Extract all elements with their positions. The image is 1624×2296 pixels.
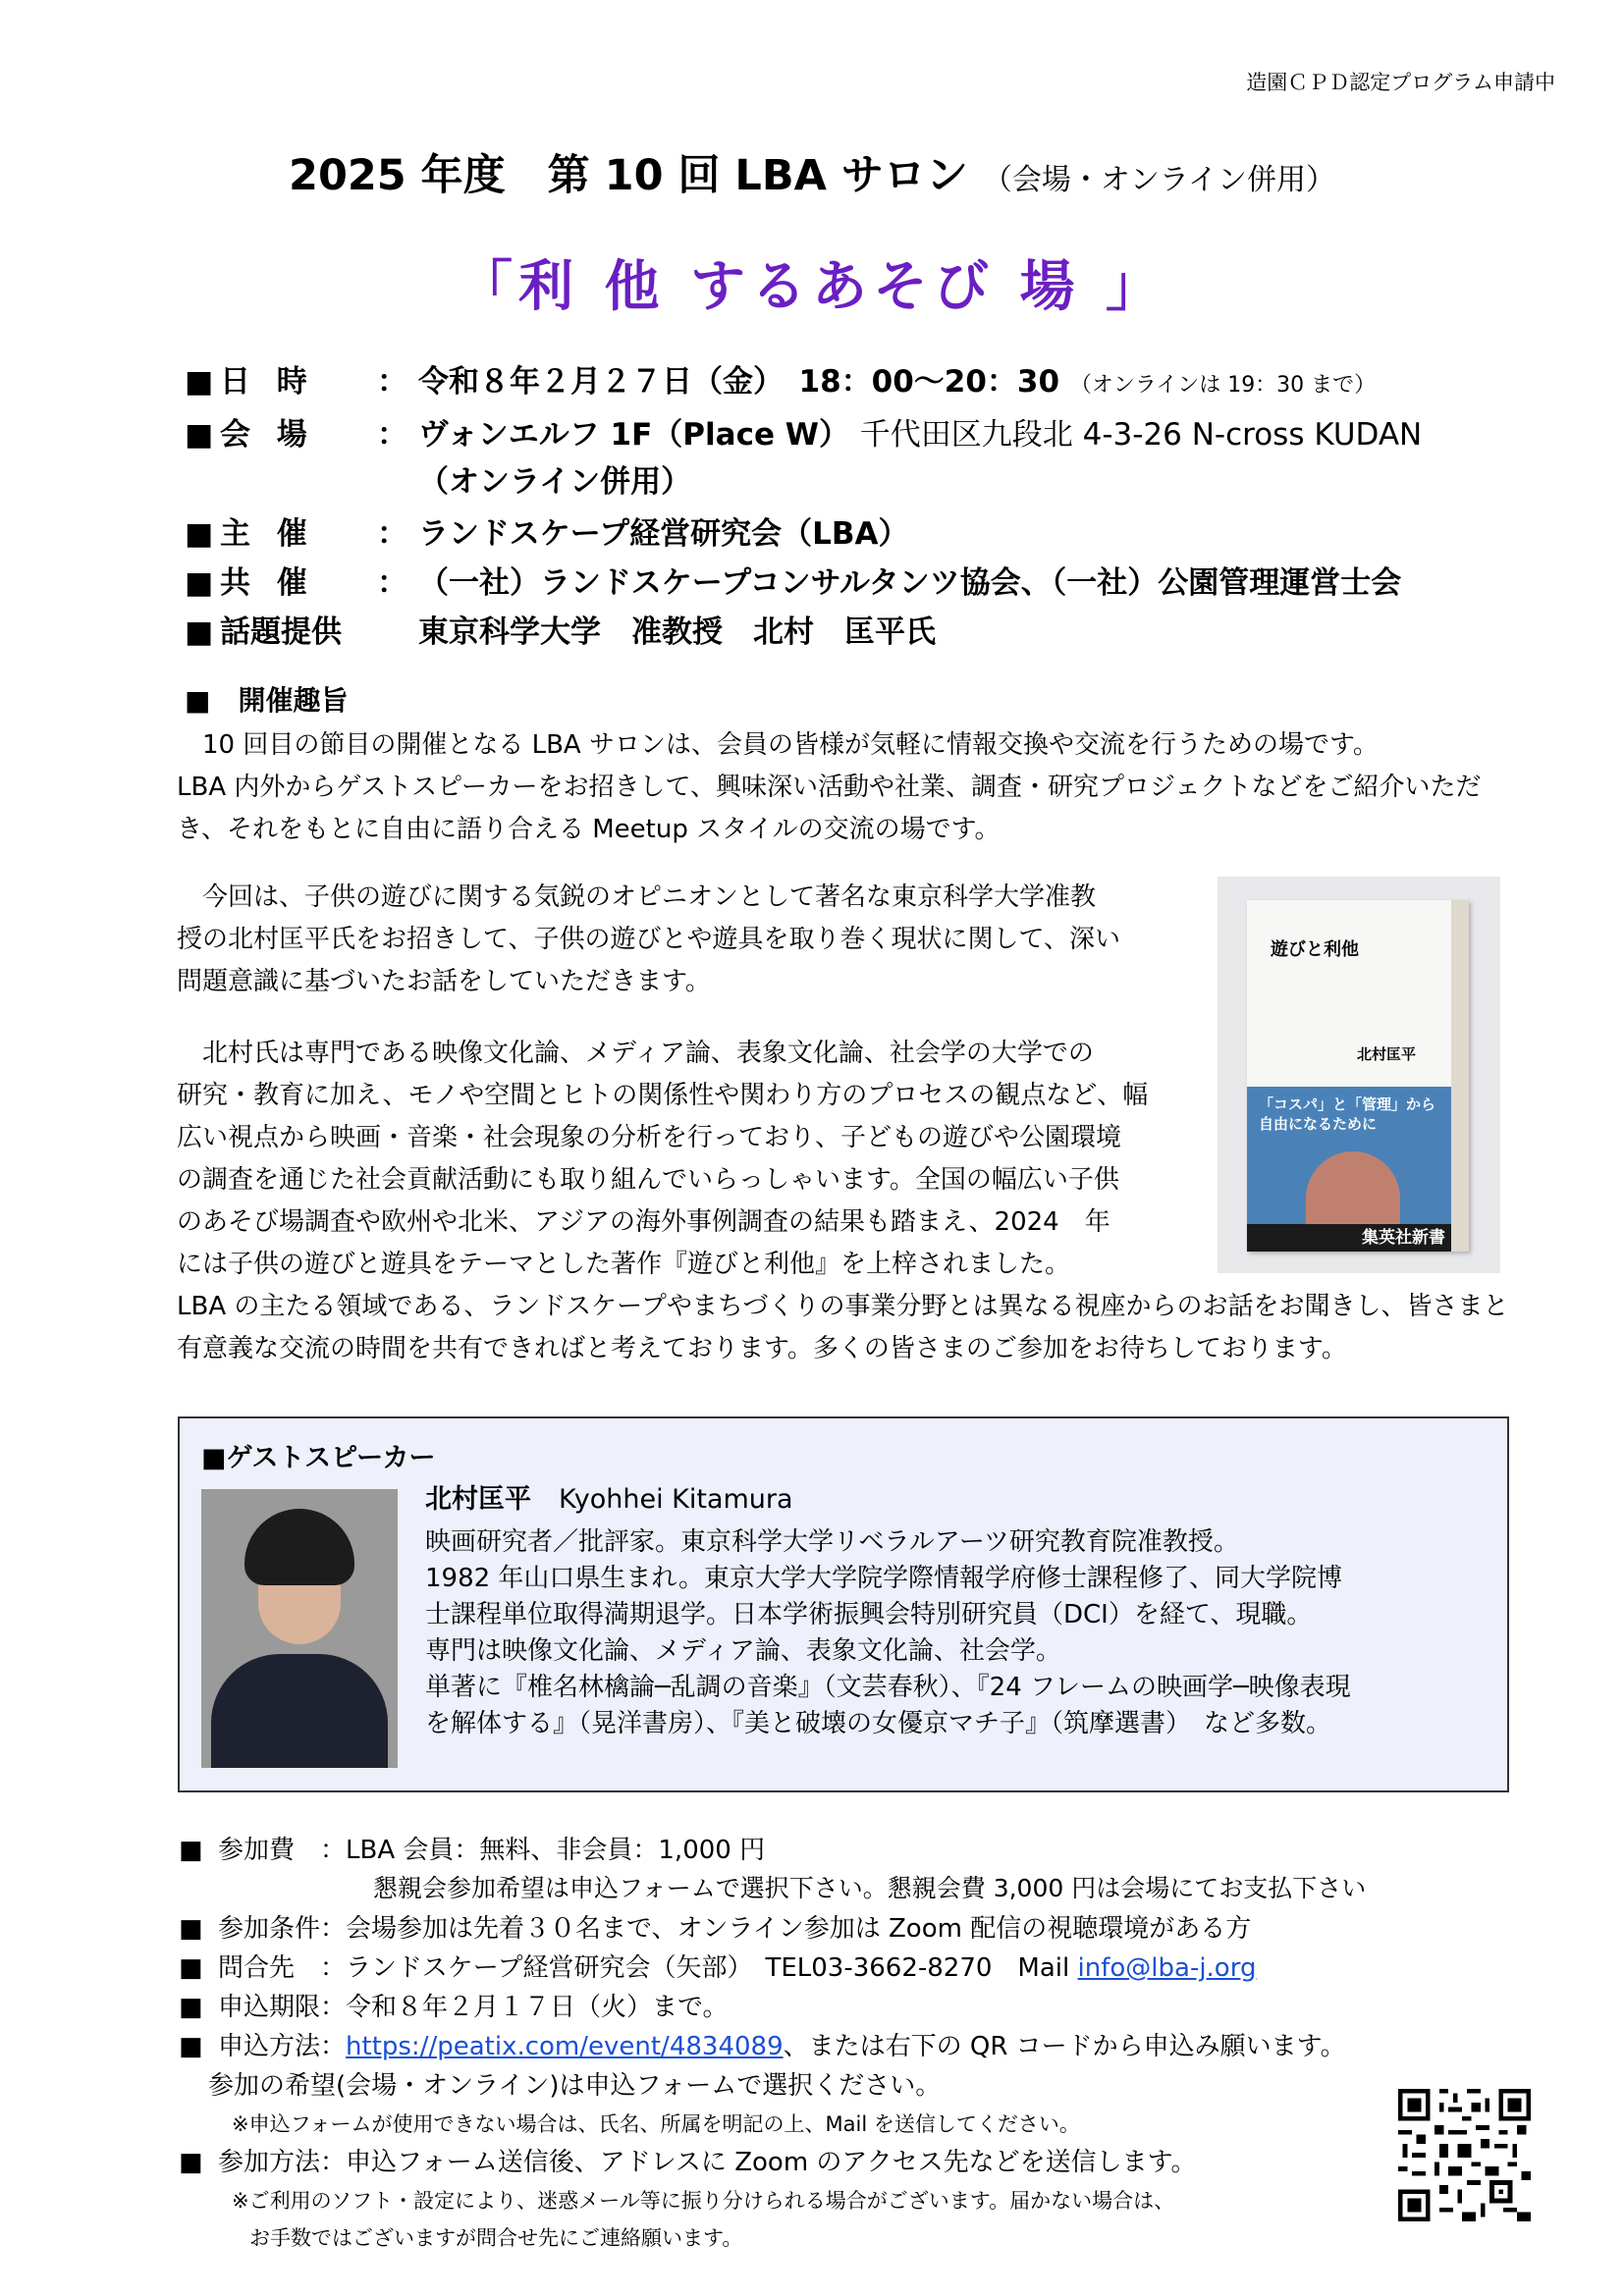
venue-value: ヴォンエルフ 1F（Place W） xyxy=(418,417,849,453)
bullet: ■ xyxy=(185,417,214,453)
book-band-text: 「コスパ」と「管理」から 自由になるために xyxy=(1259,1095,1436,1133)
host-label: 主 催 xyxy=(220,516,315,552)
info-speaker-row xyxy=(185,607,936,651)
bullet: ■ xyxy=(179,1836,203,1865)
speaker-photo xyxy=(201,1489,398,1768)
purpose-paragraph-2 xyxy=(177,877,1120,1003)
text-line: 10 回目の節目の開催となる LBA サロンは、会員の皆様が気軽に情報交換や交流を行うための場です。 xyxy=(177,730,1379,760)
text-line: 有意義な交流の時間を共有できればと考えております。多くの皆さまのご参加をお待ちしております。 xyxy=(177,1334,1347,1363)
bullet: ■ xyxy=(185,614,214,650)
method-small-note-2: お手数ではございますが問合せ先にご連絡願います。 xyxy=(249,2226,743,2250)
bullet: ■ xyxy=(185,364,214,400)
text-line: には子供の遊びと遊具をテーマとした著作『遊びと利他』を上梓されました。 xyxy=(177,1250,1071,1279)
photo-hair xyxy=(244,1509,354,1585)
text-line: 問題意識に基づいたお話をしていただきます。 xyxy=(177,967,711,996)
info-cohost-row xyxy=(185,558,1401,602)
contact-email-link[interactable]: info@lba-j.org xyxy=(1077,1953,1257,1983)
speaker-name xyxy=(425,1477,793,1516)
date-value: 令和８年２月２７日（金） 18：00〜20：30 xyxy=(418,364,1060,400)
bullet: ■ xyxy=(179,2032,203,2061)
fee-value: LBA 会員：無料、非会員：1,000 円 xyxy=(346,1836,766,1865)
text-line: のあそび場調査や欧州や北米、アジアの海外事例調査の結果も踏まえ、2024 年 xyxy=(177,1207,1110,1237)
date-note: （オンラインは 19：30 まで） xyxy=(1069,373,1377,398)
title-sub: （会場・オンライン併用） xyxy=(982,163,1335,197)
cohost-value: （一社）ランドスケープコンサルタンツ協会、（一社）公園管理運営士会 xyxy=(418,565,1402,601)
apply-small-note: ※申込フォームが使用できない場合は、氏名、所属を明記の上、Mail を送信してください。 xyxy=(232,2112,1080,2136)
condition-value: 会場参加は先着３０名まで、オンライン参加は Zoom 配信の視聴環境がある方 xyxy=(346,1914,1252,1944)
fee-label: 参加費 ： xyxy=(218,1836,347,1865)
text-line: 研究・教育に加え、モノや空間とヒトの関係性や関わり方のプロセスの観点など、幅 xyxy=(177,1081,1149,1110)
text-line: 授の北村匡平氏をお招きして、子供の遊びとや遊具を取り巻く現状に関して、深い xyxy=(177,925,1120,954)
bullet: ■ xyxy=(179,1993,203,2022)
page-title xyxy=(0,142,1624,202)
guest-speaker-box xyxy=(178,1416,1509,1792)
bullet: ■ xyxy=(179,2148,203,2177)
text-line: 北村氏は専門である映像文化論、メディア論、表象文化論、社会学の大学での xyxy=(177,1039,1094,1068)
event-catchphrase: 「利 他 するあそび 場 」 xyxy=(458,255,1166,319)
apply-row xyxy=(179,2026,1346,2062)
text-line: 今回は、子供の遊びに関する気鋭のオピニオンとして著名な東京科学大学准教 xyxy=(177,882,1097,912)
book-title: 遊びと利他 xyxy=(1271,939,1359,960)
host-value: ランドスケープ経営研究会（LBA） xyxy=(418,516,909,552)
speaker-bio xyxy=(425,1524,1486,1742)
contact-value: ランドスケープ経営研究会（矢部） TEL03-3662-8270 Mail xyxy=(346,1953,1078,1983)
book-cover-image xyxy=(1218,877,1500,1273)
bio-line: 士課程単位取得満期退学。日本学術振興会特別研究員（DCI）を経て、現職。 xyxy=(425,1600,1313,1629)
method-row xyxy=(179,2142,1197,2178)
contact-row xyxy=(179,1948,1256,1984)
apply-url-link[interactable]: https://peatix.com/event/4834089 xyxy=(346,2032,784,2061)
bullet: ■ xyxy=(185,565,214,601)
condition-row xyxy=(179,1908,1251,1945)
book-author: 北村匡平 xyxy=(1357,1045,1417,1063)
colon: ： xyxy=(377,565,407,601)
method-small-note-1: ※ご利用のソフト・設定により、迷惑メール等に振り分けられる場合がございます。届かない場合は、 xyxy=(232,2189,1175,2213)
colon: ： xyxy=(377,516,407,552)
speaker-name-en: Kyohhei Kitamura xyxy=(559,1484,793,1515)
colon: ： xyxy=(377,417,407,453)
method-value: 申込フォーム送信後、アドレスに Zoom のアクセス先などを送信します。 xyxy=(346,2148,1197,2177)
text-line: LBA の主たる領域である、ランドスケープやまちづくりの事業分野とは異なる視座からのお話をお聞きし、皆さまと xyxy=(177,1292,1509,1321)
method-label: 参加方法： xyxy=(218,2148,347,2177)
bio-line: 単著に『椎名林檎論─乱調の音楽』（文芸春秋）、『24 フレームの映画学─映像表現 xyxy=(425,1673,1351,1702)
speaker-name-jp: 北村匡平 xyxy=(425,1484,531,1515)
bullet: ■ xyxy=(185,516,214,552)
text-line: き、それをもとに自由に語り合える Meetup スタイルの交流の場です。 xyxy=(177,815,1001,844)
purpose-paragraph-4 xyxy=(177,1286,1509,1370)
deadline-value: 令和８年２月１７日（火）まで。 xyxy=(346,1993,729,2022)
venue-address: 千代田区九段北 4-3-26 N-cross KUDAN xyxy=(859,417,1423,453)
condition-label: 参加条件： xyxy=(218,1914,347,1944)
guest-heading: ■ゲストスピーカー xyxy=(201,1443,436,1473)
fee-row xyxy=(179,1830,765,1866)
bio-line: 1982 年山口県生まれ。東京大学大学院学際情報学府修士課程修了、同大学院博 xyxy=(425,1564,1342,1593)
arch-structure-illustration xyxy=(1306,1151,1400,1224)
qr-code-icon[interactable] xyxy=(1398,2089,1531,2221)
date-label: 日 時 xyxy=(220,364,315,400)
info-host-row xyxy=(185,508,909,553)
purpose-paragraph-1 xyxy=(177,724,1481,851)
bullet: ■ xyxy=(179,1914,203,1944)
bio-line: を解体する』（晃洋書房）、『美と破壊の女優京マチ子』（筑摩選書） など多数。 xyxy=(425,1709,1332,1738)
text-line: LBA 内外からゲストスピーカーをお招きして、興味深い活動や社業、調査・研究プロジェクトなどをご紹介いただ xyxy=(177,773,1482,802)
bullet: ■ xyxy=(179,1953,203,1983)
text-line: 広い視点から映画・音楽・社会現象の分析を行っており、子どもの遊びや公園環境 xyxy=(177,1123,1122,1152)
apply-value: 、または右下の QR コードから申込み願います。 xyxy=(783,2032,1346,2061)
bio-line: 専門は映像文化論、メディア論、表象文化論、社会学。 xyxy=(425,1636,1061,1666)
speaker-label: 話題提供 xyxy=(220,614,342,650)
contact-label: 問合先 ： xyxy=(218,1953,347,1983)
info-date-row xyxy=(185,356,1376,400)
bio-line: 映画研究者／批評家。東京科学大学リベラルアーツ研究教育院准教授。 xyxy=(425,1527,1239,1557)
speaker-value: 東京科学大学 准教授 北村 匡平氏 xyxy=(418,614,936,650)
colon: ： xyxy=(377,364,407,400)
info-venue-row xyxy=(185,409,1422,454)
book-photo-band xyxy=(1247,1087,1451,1224)
deadline-label: 申込期限： xyxy=(218,1993,347,2022)
purpose-heading: ■ 開催趣旨 xyxy=(185,684,349,717)
deadline-row xyxy=(179,1987,729,2023)
text-line: の調査を通じた社会貢献活動にも取り組んでいらっしゃいます。全国の幅広い子供 xyxy=(177,1165,1119,1195)
cohost-label: 共 催 xyxy=(220,565,315,601)
photo-body xyxy=(211,1654,388,1768)
apply-note: 参加の希望(会場・オンライン)は申込フォームで選択ください。 xyxy=(208,2071,942,2101)
purpose-paragraph-3 xyxy=(177,1033,1148,1286)
fee-note: 懇親会参加希望は申込フォームで選択下さい。懇親会費 3,000 円は会場にてお支払下さい xyxy=(373,1874,1367,1902)
cpd-notice: 造園ＣＰＤ認定プログラム申請中 xyxy=(1246,71,1555,94)
apply-label: 申込方法： xyxy=(218,2032,347,2061)
venue-note: （オンライン併用） xyxy=(418,464,692,500)
book-cover xyxy=(1247,900,1469,1252)
title-main: 2025 年度 第 10 回 LBA サロン xyxy=(289,151,968,200)
book-publisher: 集英社新書 xyxy=(1247,1224,1451,1252)
venue-label: 会 場 xyxy=(220,417,315,453)
